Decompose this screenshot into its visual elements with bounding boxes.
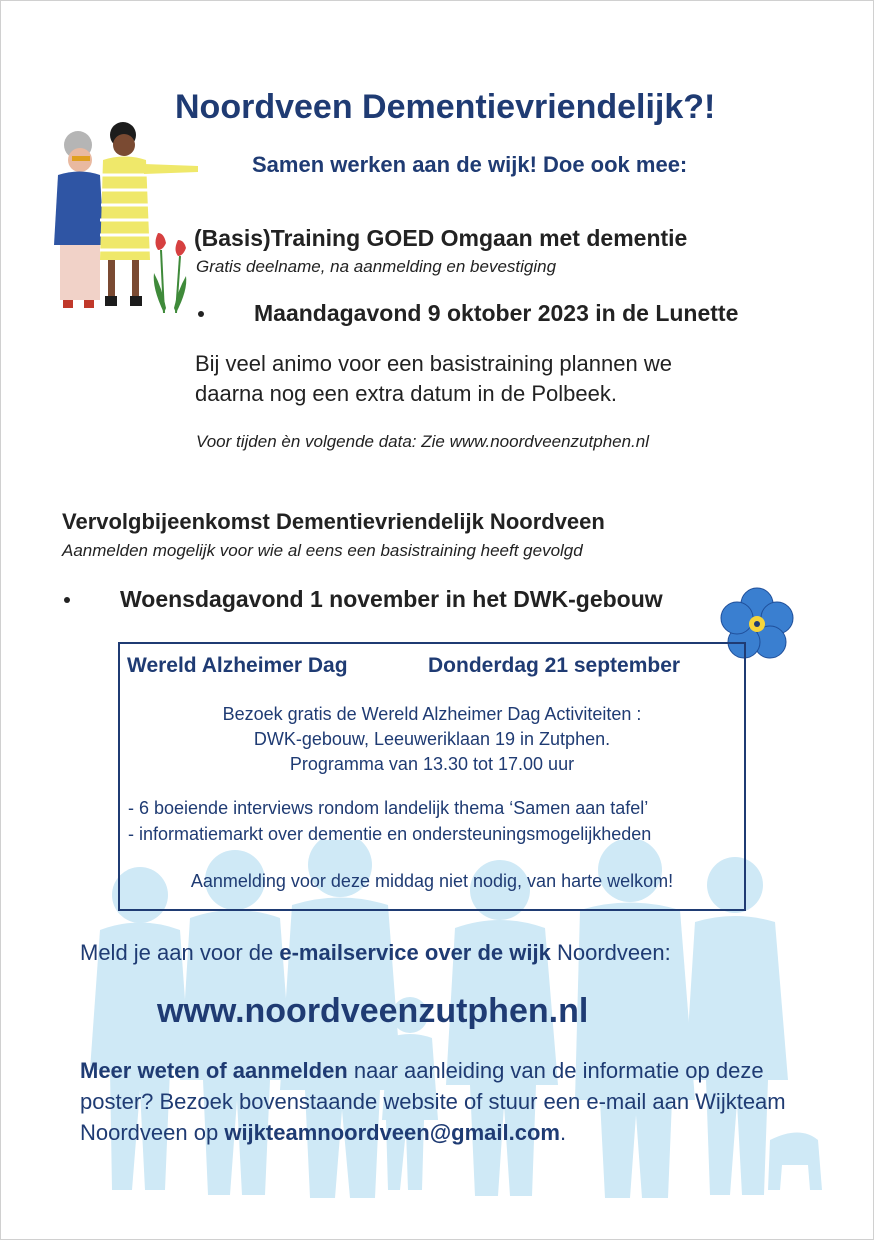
alzheimer-closing: Aanmelding voor deze middag niet nodig, van harte welkom!: [190, 871, 674, 891]
page-subtitle: Samen werken aan de wijk! Doe ook mee:: [252, 152, 688, 177]
alzheimer-day-title: Wereld Alzheimer Dag: [127, 654, 348, 677]
vervolg-bullet: [64, 586, 663, 613]
contact-paragraph: [80, 1055, 820, 1148]
alzheimer-item-2: - informatiemarkt over dementie en ondersteuningsmogelijkheden: [128, 824, 652, 844]
alzheimer-day-box: [118, 642, 746, 911]
alzheimer-day-details: [120, 702, 744, 777]
bullet-dot: [64, 597, 70, 603]
alzheimer-line-2: DWK-gebouw, Leeuweriklaan 19 in Zutphen.: [253, 729, 611, 749]
alzheimer-item-1: - 6 boeiende interviews rondom landelijk thema ‘Samen aan tafel’: [128, 798, 649, 818]
signup-suffix: Noordveen:: [550, 940, 671, 965]
training-info: Voor tijden èn volgende data: Zie www.noordveenzutphen.nl: [196, 432, 650, 451]
signup-email-service: e-mailservice over de wijk: [279, 940, 551, 965]
contact-text: naar aanleiding van de informatie op deze poster? Bezoek bovenstaande website of stuur een e-mail aan Wijkteam Noordveen op: [80, 1058, 786, 1145]
vervolg-note: Aanmelden mogelijk voor wie al eens een basistraining heeft gevolgd: [62, 541, 583, 560]
tulips-illustration: [148, 228, 193, 313]
page-title: Noordveen Dementievriendelijk?!: [175, 88, 716, 126]
alzheimer-line-3: Programma van 13.30 tot 17.00 uur: [289, 754, 575, 774]
vervolg-date: Woensdagavond 1 november in het DWK-gebouw: [120, 586, 663, 612]
vervolg-heading: Vervolgbijeenkomst Dementievriendelijk Noordveen: [62, 509, 605, 534]
website-link[interactable]: www.noordveenzutphen.nl: [157, 992, 589, 1030]
bullet-dot: [198, 311, 204, 317]
contact-email-link[interactable]: wijkteamnoordveen@gmail.com: [224, 1120, 560, 1145]
training-body-line-2: daarna nog een extra datum in de Polbeek.: [195, 381, 617, 406]
alzheimer-day-date: Donderdag 21 september: [428, 654, 681, 677]
training-note: Gratis deelname, na aanmelding en bevestiging: [196, 257, 557, 276]
training-body: [195, 349, 672, 409]
training-body-line-1: Bij veel animo voor een basistraining plannen we: [195, 351, 672, 376]
signup-prefix: Meld je aan voor de: [80, 940, 280, 965]
alzheimer-line-1: Bezoek gratis de Wereld Alzheimer Dag Activiteiten :: [222, 704, 642, 724]
contact-lead: Meer weten of aanmelden: [80, 1058, 348, 1083]
training-date: Maandagavond 9 oktober 2023 in de Lunette: [254, 300, 739, 326]
training-heading: (Basis)Training GOED Omgaan met dementie: [194, 225, 688, 251]
contact-end: .: [559, 1120, 567, 1145]
signup-line: [80, 940, 671, 966]
training-bullet: [198, 300, 738, 327]
alzheimer-activities: [128, 795, 651, 847]
